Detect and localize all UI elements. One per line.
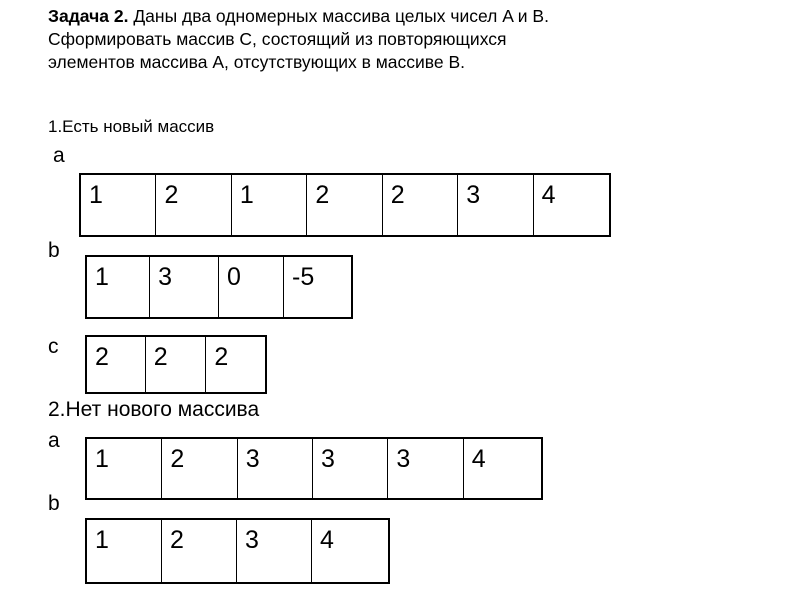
case2-array-b <box>85 518 390 584</box>
array-cell: -5 <box>292 263 315 291</box>
array-cell: 3 <box>237 520 312 582</box>
task-line-3: элементов массива A, отсутствующих в массиве B. <box>48 52 466 72</box>
case1-label-a: a <box>53 144 65 167</box>
array-cell: 3 <box>388 439 463 498</box>
case2-label-b: b <box>48 492 60 515</box>
array-cell: 1 <box>87 257 150 317</box>
case1-array-b <box>85 255 353 319</box>
array-cell: 4 <box>320 526 334 554</box>
array-cell: 2 <box>156 175 231 235</box>
array-cell: 3 <box>458 175 533 235</box>
task-statement <box>48 5 748 74</box>
array-cell: 2 <box>383 175 458 235</box>
case1-array-a <box>79 173 611 237</box>
array-cell: 1 <box>87 439 162 498</box>
array-cell: 1 <box>232 175 307 235</box>
case1-title: 1.Есть новый массив <box>48 117 215 136</box>
array-cell: 2 <box>214 343 229 371</box>
task-text-1: Даны два одномерных массива целых чисел A и B. <box>133 6 549 26</box>
array-cell: 4 <box>541 181 556 209</box>
array-cell: 0 <box>219 257 284 317</box>
array-cell: 1 <box>81 175 156 235</box>
array-cell: 2 <box>87 337 146 392</box>
task-line-1 <box>48 5 748 28</box>
array-cell: 2 <box>162 439 237 498</box>
case2-array-a <box>85 437 543 500</box>
case2-title: 2.Нет нового массива <box>48 398 260 421</box>
array-cell: 4 <box>471 445 486 473</box>
case2-label-a: a <box>48 429 60 452</box>
array-cell: 3 <box>150 257 219 317</box>
case1-array-c <box>85 335 267 394</box>
array-cell: 3 <box>313 439 388 498</box>
array-cell: 2 <box>146 337 207 392</box>
task-number: Задача 2. <box>48 6 129 26</box>
array-cell: 2 <box>307 175 382 235</box>
array-cell: 3 <box>238 439 313 498</box>
array-cell: 1 <box>87 520 162 582</box>
case1-label-b: b <box>48 239 60 262</box>
array-cell: 2 <box>162 520 237 582</box>
case1-label-c: c <box>48 335 59 358</box>
task-line-2: Сформировать массив C, состоящий из повторяющихся <box>48 29 507 49</box>
